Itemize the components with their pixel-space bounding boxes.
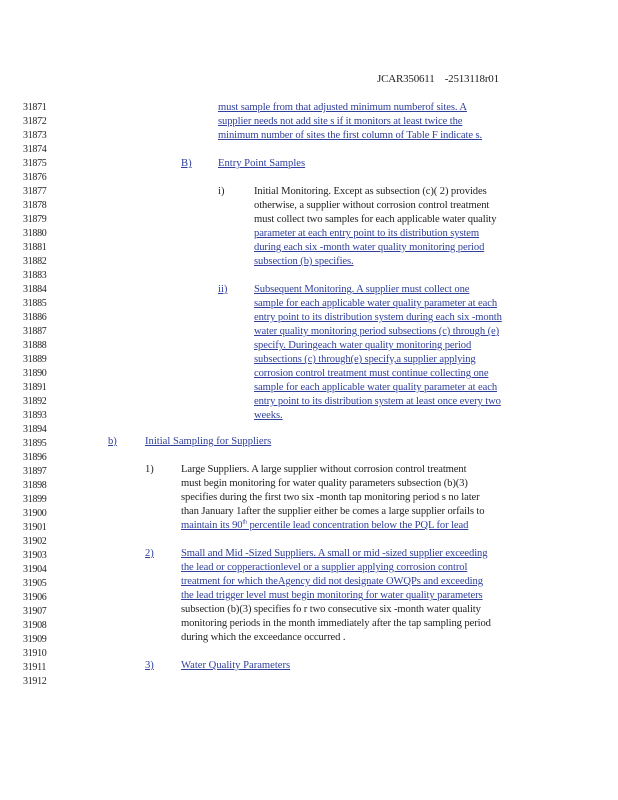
line-number: 31911 (23, 662, 47, 673)
line-number: 31907 (23, 606, 47, 617)
text-line: must collect two samples for each applicable water quality (254, 214, 497, 225)
text-line: during each six -month water quality monitoring period (254, 242, 485, 253)
text-line: subsection (b)(3) specifies fo r two consecutive six -month water quality (181, 604, 481, 615)
item-i-paragraph (254, 185, 496, 269)
text-line: supplier needs not add site s if it monitors at least twice the (218, 116, 463, 127)
line-number: 31882 (23, 256, 47, 267)
text-line: specifies during the first two six -month tap monitoring period s no later (181, 492, 480, 503)
line-number: 31887 (23, 326, 47, 337)
line-number: 31889 (23, 354, 47, 365)
text-line: entry point to its distribution system at least once every two (254, 396, 501, 407)
line-number: 31891 (23, 382, 47, 393)
line-number: 31896 (23, 452, 47, 463)
line-number: 31910 (23, 648, 47, 659)
text-line: Subsequent Monitoring. A supplier must collect one (254, 284, 470, 295)
text-line: subsection (b) specifies. (254, 256, 354, 267)
text-line: the lead or copperactionlevel or a supplier applying corrosion control (181, 562, 468, 573)
text-line: must begin monitoring for water quality parameters subsection (b)(3) (181, 478, 468, 489)
item-2-paragraph (181, 547, 491, 645)
line-number: 31909 (23, 634, 47, 645)
text-line: during which the exceedance occurred . (181, 632, 346, 643)
continued-paragraph (218, 101, 482, 143)
line-number: 31902 (23, 536, 47, 547)
line-number: 31906 (23, 592, 47, 603)
line-number: 31884 (23, 284, 47, 295)
line-number: 31873 (23, 130, 47, 141)
text-line: entry point to its distribution system during each six -month (254, 312, 502, 323)
item-3-title: Water Quality Parameters (181, 660, 291, 671)
text-line: specify. Duringeach water quality monitoring period (254, 340, 472, 351)
text-fragment: percentile lead concentration below the PQL for lead (246, 520, 469, 531)
line-number: 31890 (23, 368, 47, 379)
line-number: 31903 (23, 550, 47, 561)
line-number: 31895 (23, 438, 47, 449)
line-numbers (23, 101, 47, 689)
line-number: 31897 (23, 466, 47, 477)
item-2-label: 2) (145, 548, 154, 559)
item-ii-paragraph (254, 283, 502, 423)
document-header: JCAR350611 -2513118r01 (377, 73, 499, 85)
text-fragment: maintain its 90 (181, 520, 243, 531)
text-line: the lead trigger level must begin monitoring for water quality parameters (181, 590, 483, 601)
text-line: otherwise, a supplier without corrosion control treatment (254, 200, 490, 211)
text-line: Small and Mid -Sized Suppliers. A small or mid -sized supplier exceeding (181, 548, 488, 559)
text-line: corrosion control treatment must continue collecting one (254, 368, 489, 379)
line-number: 31877 (23, 186, 47, 197)
text-line: monitoring periods in the month immediately after the tap sampling period (181, 618, 491, 629)
line-number: 31888 (23, 340, 47, 351)
item-ii-label: ii) (218, 284, 228, 295)
line-number: 31879 (23, 214, 47, 225)
section-b-title: Entry Point Samples (218, 158, 306, 169)
line-number: 31883 (23, 270, 47, 281)
line-number: 31871 (23, 102, 47, 113)
line-number: 31899 (23, 494, 47, 505)
line-number: 31908 (23, 620, 47, 631)
text-line: treatment for which theAgency did not designate OWQPs and exceeding (181, 576, 483, 587)
line-number: 31881 (23, 242, 47, 253)
line-number: 31885 (23, 298, 47, 309)
text-line: Initial Monitoring. Except as subsection (c)( 2) provides (254, 186, 487, 197)
line-number: 31900 (23, 508, 47, 519)
line-number: 31901 (23, 522, 47, 533)
text-line: than January 1after the supplier either be comes a large supplier orfails to (181, 506, 485, 517)
line-number: 31876 (23, 172, 47, 183)
text-line: water quality monitoring period subsections (c) through (e) (254, 326, 500, 337)
text-line: minimum number of sites the first column of Table F indicate s. (218, 130, 483, 141)
line-number: 31874 (23, 144, 47, 155)
text-line: Large Suppliers. A large supplier without corrosion control treatment (181, 464, 467, 475)
item-i-label: i) (218, 186, 225, 197)
text-line (181, 519, 484, 533)
text-line: sample for each applicable water quality parameter at each (254, 298, 498, 309)
line-number: 31898 (23, 480, 47, 491)
line-number: 31892 (23, 396, 47, 407)
item-1-label: 1) (145, 464, 154, 475)
text-line: must sample from that adjusted minimum numberof sites. A (218, 102, 467, 113)
line-number: 31886 (23, 312, 47, 323)
line-number: 31872 (23, 116, 47, 127)
line-number: 31880 (23, 228, 47, 239)
superscript: th (242, 519, 247, 526)
item-3-label: 3) (145, 660, 154, 671)
text-line: subsections (c) through(e) specify,a supplier applying (254, 354, 476, 365)
line-number: 31893 (23, 410, 47, 421)
line-number: 31904 (23, 564, 47, 575)
line-number: 31875 (23, 158, 47, 169)
line-number: 31878 (23, 200, 47, 211)
text-line: parameter at each entry point to its distribution system (254, 228, 480, 239)
section-b-lower-label: b) (108, 436, 117, 447)
line-number: 31912 (23, 676, 47, 687)
section-b-lower-title: Initial Sampling for Suppliers (145, 436, 272, 447)
text-line: sample for each applicable water quality parameter at each (254, 382, 498, 393)
text-line: weeks. (254, 410, 283, 421)
line-number: 31905 (23, 578, 47, 589)
item-1-paragraph (181, 463, 484, 533)
section-b-label: B) (181, 158, 192, 169)
line-number: 31894 (23, 424, 47, 435)
